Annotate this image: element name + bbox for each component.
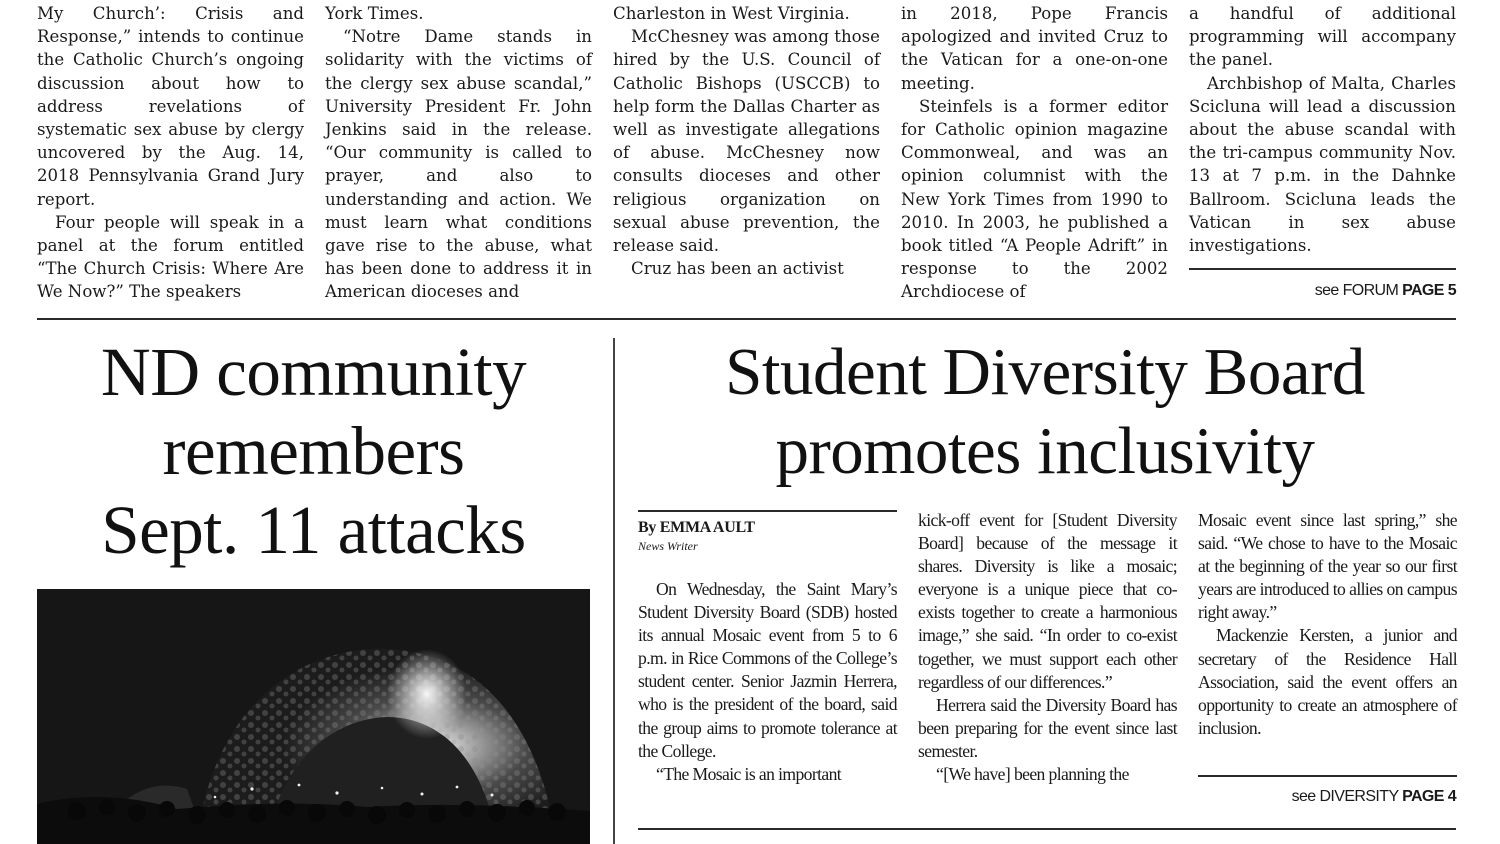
paragraph: Four people will speak in a panel at the forum entitled “The Church Crisis: Where Are We Now?” The speakers	[37, 212, 304, 302]
bottom-rule	[638, 828, 1456, 830]
grotto-photo	[37, 589, 590, 844]
byline-rule	[638, 510, 897, 512]
paragraph: Charleston in West Virginia.	[613, 4, 850, 23]
diversity-jump-line[interactable]	[1198, 788, 1456, 806]
top-story-column-1	[37, 2, 304, 304]
paragraph: a handful of additional programming will accompany the panel.	[1189, 4, 1456, 70]
top-story-column-3	[613, 2, 880, 280]
jump-see-label: see FORUM	[1314, 282, 1399, 299]
paragraph: “The Mosaic is an important	[656, 763, 842, 784]
forum-jump-line[interactable]	[1189, 282, 1456, 300]
section-divider	[37, 318, 1456, 320]
paragraph: Mackenzie Kersten, a junior and secretary of the Residence Hall Association, said the event offers an opportunity to create an atmosphere of inclusion.	[1198, 625, 1457, 738]
byline-role: News Writer	[638, 539, 698, 553]
headline-line: promotes inclusivity	[775, 414, 1315, 488]
paragraph: Steinfels is a former editor for Catholic opinion magazine Commonweal, and was an opinion columnist with the New York Times from 1990 to 2010. In 2003, he published a book titled “A People Adrift” in response to the 2002 Archdiocese of	[901, 96, 1168, 302]
paragraph: On Wednesday, the Saint Mary’s Student Diversity Board (SDB) hosted its annual Mosaic event from 5 to 6 p.m. in Rice Commons of the College’s student center. Senior Jazmin Herrera, who is the president of the board, said the group aims to promote tolerance at the College.	[638, 579, 897, 761]
paragraph: My Church’: Crisis and Response,” intends to continue the Catholic Church’s ongoing discussion about how to address revelations of systematic sex abuse by clergy uncovered by the Aug. 14, 2018 Pennsylvania Grand Jury report.	[37, 4, 304, 209]
headline-line: ND community	[100, 334, 527, 410]
paragraph: “Notre Dame stands in solidarity with the victims of the clergy sex abuse scandal,” University President Fr. John Jenkins said in the release. “Our community is called to prayer, and also to understanding and action. We must learn what conditions gave rise to the abuse, what has been done to address it in American dioceses and	[325, 27, 592, 302]
column-divider	[613, 338, 615, 844]
top-story-column-4	[901, 2, 1168, 304]
headline-line: Sept. 11 attacks	[101, 492, 526, 568]
sdb-column-2	[918, 509, 1177, 786]
jump-see-label: see DIVERSITY	[1291, 788, 1399, 805]
paragraph: Mosaic event since last spring,” she said. “We chose to have to the Mosaic at the beginning of the year so our first years are introduced to allies on campus right away.”	[1198, 510, 1457, 623]
paragraph: Cruz has been an activist	[631, 259, 844, 279]
sdb-story-headline	[630, 333, 1460, 491]
top-story-column-2	[325, 2, 592, 304]
grotto-photo-image	[37, 589, 590, 844]
byline	[638, 519, 897, 554]
nd-story-headline	[37, 333, 590, 570]
paragraph: Herrera said the Diversity Board has been preparing for the event since last semester.	[918, 694, 1177, 761]
paragraph: “[We have] been planning the	[936, 764, 1129, 785]
paragraph: in 2018, Pope Francis apologized and invited Cruz to the Vatican for a one-on-one meeting.	[901, 4, 1168, 93]
top-story-column-5	[1189, 2, 1456, 257]
sdb-column-3	[1198, 509, 1457, 740]
paragraph: Archbishop of Malta, Charles Scicluna will lead a discussion about the abuse scandal with the tri-campus community Nov. 13 at 7 p.m. in the Dahnke Ballroom. Scicluna leads the Vatican in sex abuse investigations.	[1189, 73, 1456, 256]
jump-rule	[1189, 268, 1456, 270]
paragraph: McChesney was among those hired by the U.S. Council of Catholic Bishops (USCCB) to help form the Dallas Charter as well as investigate allegations of abuse. McChesney now consults dioceses and other religious organization on sexual abuse prevention, the release said.	[613, 27, 880, 256]
jump-page-label: PAGE 4	[1402, 788, 1456, 805]
sdb-column-1	[638, 578, 897, 786]
jump-rule	[1198, 775, 1457, 777]
byline-author: By EMMA AULT	[638, 519, 755, 536]
headline-line: remembers	[162, 413, 465, 489]
headline-line: Student Diversity Board	[725, 335, 1365, 409]
paragraph: York Times.	[325, 4, 424, 23]
paragraph: kick-off event for [Student Diversity Board] because of the message it shares. Diversity is like a mosaic; everyone is a unique piece that co-exists together to create a harmonious image,” she said. “In order to co-exist together, we must support each other regardless of our differences.”	[918, 510, 1177, 692]
jump-page-label: PAGE 5	[1402, 282, 1456, 299]
